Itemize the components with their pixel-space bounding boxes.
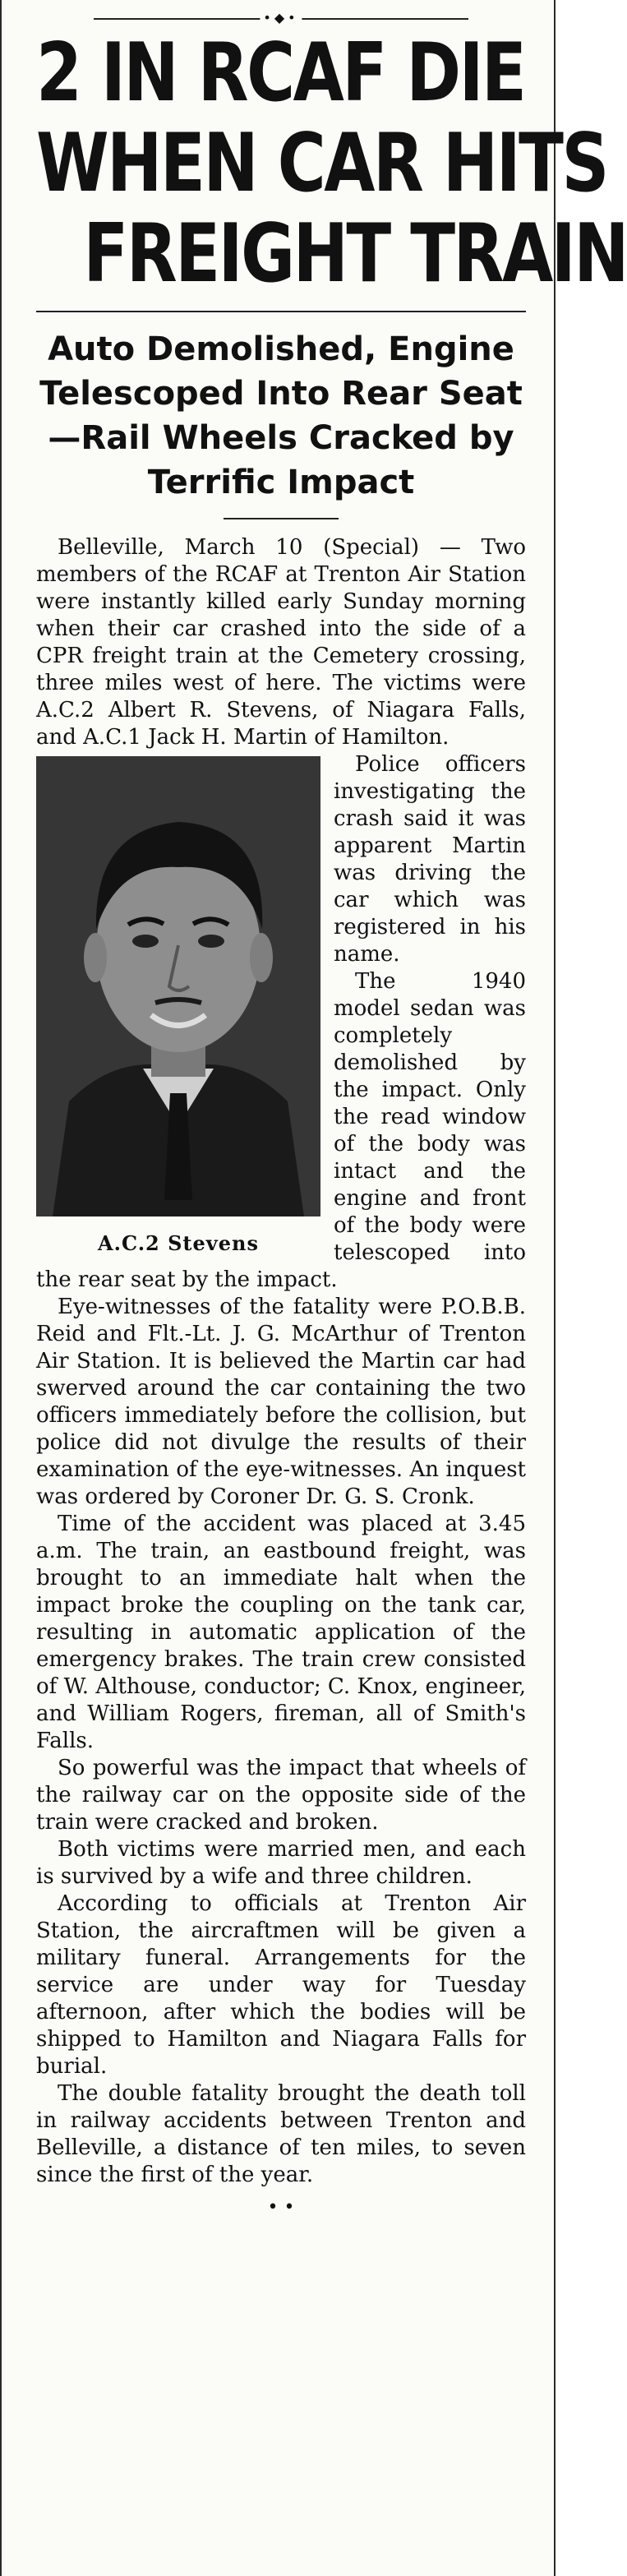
article-body bbox=[36, 534, 526, 2189]
paragraph-impact: So powerful was the impact that wheels of the railway car on the opposite side of the train were cracked and broken. bbox=[36, 1756, 526, 1835]
subheadline-line-1: Auto Demolished, Engine bbox=[48, 330, 514, 368]
portrait-image-icon bbox=[36, 756, 320, 1216]
ornament-dots-icon: •◆• bbox=[260, 10, 302, 25]
headline-line-3: FREIGHT TRAIN bbox=[83, 207, 627, 301]
subheadline-line-3: —Rail Wheels Cracked by bbox=[48, 419, 514, 457]
top-ornament bbox=[36, 0, 526, 28]
paragraph-funeral: According to officials at Trenton Air Station, the aircraftmen will be given a military funeral. Arrangements for the service are under way for Tuesday afternoon, after which the bodies will be shipped to Hamilton and Niagara Falls for burial. bbox=[36, 1891, 526, 2079]
headline-line-2: WHEN CAR HITS bbox=[36, 117, 607, 210]
subheadline bbox=[36, 327, 526, 505]
paragraph-death-toll: The double fatality brought the death toll in railway accidents between Trenton and Belleville, a distance of ten miles, to seven since the first of the year. bbox=[36, 2081, 526, 2187]
headline-rule bbox=[36, 311, 526, 312]
paragraph-sedan: The 1940 model sedan was completely demolished by the impact. Only the read window of the body was intact and the engine and front of the body were telescoped into the rear seat by the impact. bbox=[36, 969, 526, 1292]
headline-line-1: 2 IN RCAF DIE bbox=[36, 26, 525, 120]
portrait-photo bbox=[36, 756, 320, 1216]
subheadline-rule bbox=[224, 518, 339, 519]
photo-caption: A.C.2 Stevens bbox=[98, 1231, 259, 1255]
paragraph-dateline: Belleville, March 10 (Special) — Two members of the RCAF at Trenton Air Station were instantly killed early Sunday morning when their car crashed into the side of a CPR freight train at the Cemetery crossing, three miles west of here. The victims were A.C.2 Albert R. Stevens, of Niagara Falls, and A.C.1 Jack H. Martin of Hamilton. bbox=[36, 535, 526, 750]
paragraph-time: Time of the accident was placed at 3.45 a.m. The train, an eastbound freight, was brought to an immediate halt when the impact broke the coupling on the tank car, resulting in automatic application of the emergency brakes. The train crew consisted of W. Althouse, conductor; C. Knox, engineer, and William Rogers, fireman, all of Smith's Falls. bbox=[36, 1512, 526, 1753]
subheadline-line-2: Telescoped Into Rear Seat bbox=[39, 375, 523, 413]
paragraph-victims: Both victims were married men, and each is survived by a wife and three children. bbox=[36, 1837, 526, 1889]
end-mark-icon: • • bbox=[267, 2197, 295, 2218]
paragraph-eyewitnesses: Eye-witnesses of the fatality were P.O.B.B. Reid and Flt.-Lt. J. G. McArthur of Trenton Air Station. It is believed the Martin car had swerved around the car containing the two officers immediately before the collision, but police did not divulge the results of their examination of the eye-witnesses. An inquest was ordered by Coroner Dr. G. S. Cronk. bbox=[36, 1295, 526, 1509]
paragraph-police: Police officers investigating the crash said it was apparent Martin was driving the car which was registered in his name. bbox=[334, 752, 526, 967]
photo-block bbox=[36, 756, 320, 1257]
subheadline-line-4: Terrific Impact bbox=[147, 464, 415, 501]
headline bbox=[36, 26, 627, 301]
